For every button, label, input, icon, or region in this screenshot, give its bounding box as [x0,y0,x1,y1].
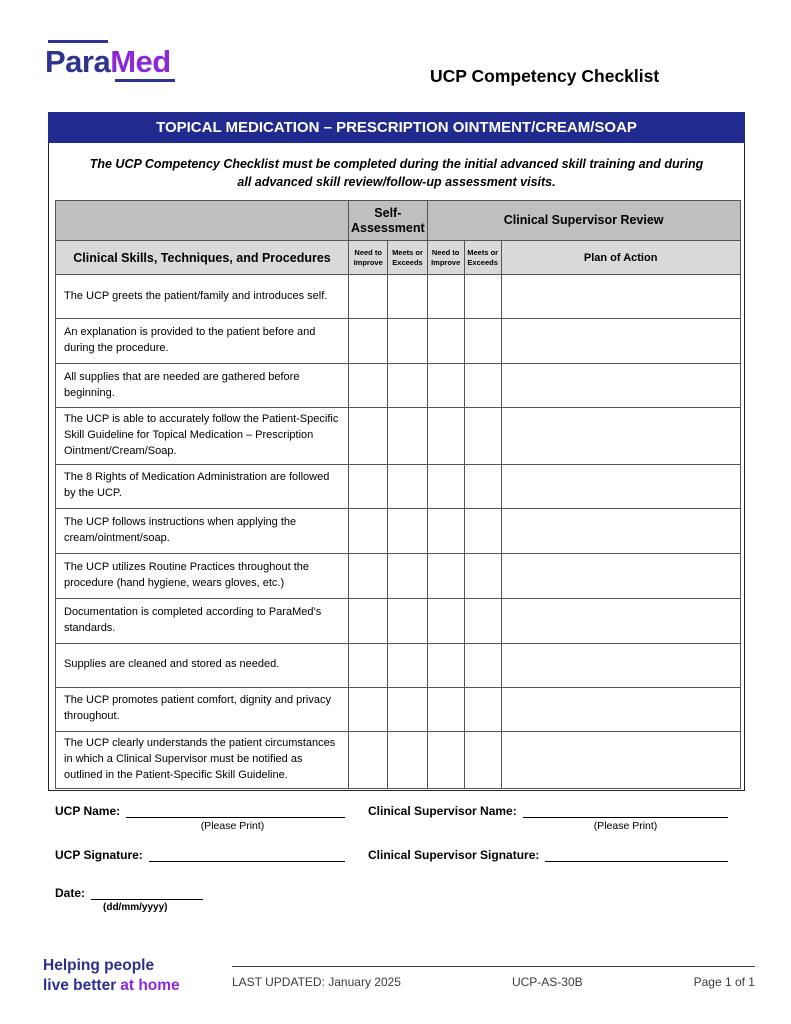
tagline-line2-purple: at home [120,977,180,995]
self-need-cell[interactable] [349,364,388,408]
section-banner [48,112,745,143]
supervisor-need-cell[interactable] [427,275,464,319]
plan-of-action-cell[interactable] [501,319,740,364]
self-need-cell[interactable] [349,464,388,508]
self-meets-cell[interactable] [388,364,427,408]
last-updated-text: LAST UPDATED: January 2025 [232,975,401,989]
supervisor-meets-cell[interactable] [464,364,501,408]
table-row [56,731,741,788]
supervisor-meets-cell[interactable] [464,508,501,553]
tagline-line2-navy: live better [43,977,117,995]
self-meets-cell[interactable] [388,553,427,598]
date-format-note: (dd/mm/yyyy) [103,902,168,913]
footer-meta [232,975,755,989]
plan-of-action-cell[interactable] [501,598,740,643]
self-meets-cell[interactable] [388,319,427,364]
date-line[interactable] [91,886,203,900]
signature-section [55,804,729,913]
paramed-logo [45,40,175,82]
plan-of-action-cell[interactable] [501,731,740,788]
supervisor-meets-cell[interactable] [464,643,501,687]
self-need-cell[interactable] [349,508,388,553]
supervisor-meets-cell[interactable] [464,687,501,731]
table-row [56,598,741,643]
self-meets-cell[interactable] [388,687,427,731]
plan-of-action-cell[interactable] [501,364,740,408]
table-row [56,643,741,687]
banner-title: TOPICAL MEDICATION – PRESCRIPTION OINTMENT/CREAM/SOAP [156,119,637,136]
supervisor-meets-cell[interactable] [464,408,501,465]
table-row [56,553,741,598]
skill-text: All supplies that are needed are gathered before beginning. [56,364,349,408]
document-title: UCP Competency Checklist [430,66,660,86]
skill-text: The UCP greets the patient/family and introduces self. [56,275,349,319]
tagline-line2 [43,976,180,996]
plan-of-action-cell[interactable] [501,553,740,598]
empty-header-cell [56,201,349,241]
skill-text: The UCP clearly understands the patient circumstances in which a Clinical Supervisor must be notified as outlined in the Patient-Specific Skill Guideline. [56,731,349,788]
table-row [56,275,741,319]
supervisor-signature-label: Clinical Supervisor Signature: [368,848,540,862]
supervisor-review-header: Clinical Supervisor Review [427,201,740,241]
tagline-line1: Helping people [43,957,155,974]
plan-of-action-cell[interactable] [501,687,740,731]
plan-of-action-cell[interactable] [501,508,740,553]
ucp-signature-label: UCP Signature: [55,848,143,862]
supervisor-name-label: Clinical Supervisor Name: [368,804,517,818]
supervisor-need-cell[interactable] [427,319,464,364]
skill-text: The UCP follows instructions when applying the cream/ointment/soap. [56,508,349,553]
supervisor-need-cell[interactable] [427,553,464,598]
table-row [56,364,741,408]
self-need-cell[interactable] [349,731,388,788]
table-group-header-row [56,201,741,241]
self-need-cell[interactable] [349,553,388,598]
logo-text-para: Para [45,44,111,79]
ucp-name-label: UCP Name: [55,804,121,818]
supervisor-signature-line[interactable] [545,848,728,862]
competency-table [55,200,741,789]
skill-text: The 8 Rights of Medication Administration are followed by the UCP. [56,464,349,508]
table-column-header-row [56,241,741,275]
self-need-cell[interactable] [349,643,388,687]
supervisor-meets-cell[interactable] [464,731,501,788]
skill-text: The UCP is able to accurately follow the Patient-Specific Skill Guideline for Topical Medication – Prescription Ointment/Cream/Soap. [56,408,349,465]
ucp-signature-line[interactable] [149,848,345,862]
supervisor-meets-cell[interactable] [464,598,501,643]
please-print-note: (Please Print) [593,820,658,832]
skill-text: The UCP promotes patient comfort, dignity and privacy throughout. [56,687,349,731]
self-assessment-header: Self-Assessment [349,201,428,241]
plan-of-action-cell[interactable] [501,643,740,687]
self-meets-cell[interactable] [388,275,427,319]
self-need-to-improve-header: Need to Improve [349,241,388,275]
checklist-box [48,143,745,791]
supervisor-need-cell[interactable] [427,408,464,465]
plan-of-action-header: Plan of Action [501,241,740,275]
supervisor-need-cell[interactable] [427,464,464,508]
footer-divider [232,966,755,967]
plan-of-action-cell[interactable] [501,275,740,319]
skill-text: The UCP utilizes Routine Practices throughout the procedure (hand hygiene, wears gloves, etc.) [56,553,349,598]
supervisor-meets-cell[interactable] [464,275,501,319]
table-row [56,408,741,465]
plan-of-action-cell[interactable] [501,408,740,465]
self-meets-cell[interactable] [388,598,427,643]
table-row [56,687,741,731]
supervisor-need-cell[interactable] [427,364,464,408]
supervisor-meets-cell[interactable] [464,553,501,598]
skill-text: Documentation is completed according to ParaMed’s standards. [56,598,349,643]
footer-tagline [43,956,180,996]
document-code: UCP-AS-30B [511,975,583,989]
skill-text: An explanation is provided to the patient before and during the procedure. [56,319,349,364]
self-meets-cell[interactable] [388,464,427,508]
self-need-cell[interactable] [349,687,388,731]
logo-rule-bottom [115,79,175,82]
instruction-text: The UCP Competency Checklist must be completed during the initial advanced skill training and during all advanced skill review/follow-up assessment visits. [89,157,704,189]
table-row [56,508,741,553]
logo-text-med: Med [110,44,171,79]
skills-column-header: Clinical Skills, Techniques, and Procedures [56,241,349,275]
date-label: Date: [55,886,86,900]
table-row [56,464,741,508]
supervisor-meets-cell[interactable] [464,319,501,364]
self-meets-cell[interactable] [388,731,427,788]
supervisor-meets-or-exceeds-header: Meets or Exceeds [464,241,501,275]
supervisor-need-cell[interactable] [427,731,464,788]
self-meets-cell[interactable] [388,643,427,687]
self-meets-or-exceeds-header: Meets or Exceeds [388,241,427,275]
supervisor-need-cell[interactable] [427,508,464,553]
self-need-cell[interactable] [349,319,388,364]
self-need-cell[interactable] [349,408,388,465]
please-print-note: (Please Print) [200,820,265,832]
ucp-name-line[interactable] [126,804,345,818]
page-number: Page 1 of 1 [693,975,755,989]
skill-text: Supplies are cleaned and stored as needed. [56,643,349,687]
supervisor-need-to-improve-header: Need to Improve [427,241,464,275]
supervisor-need-cell[interactable] [427,643,464,687]
supervisor-need-cell[interactable] [427,687,464,731]
self-meets-cell[interactable] [388,508,427,553]
self-need-cell[interactable] [349,598,388,643]
self-need-cell[interactable] [349,275,388,319]
self-meets-cell[interactable] [388,408,427,465]
supervisor-need-cell[interactable] [427,598,464,643]
table-row [56,319,741,364]
supervisor-meets-cell[interactable] [464,464,501,508]
supervisor-name-line[interactable] [523,804,728,818]
logo-rule-top [48,40,108,43]
plan-of-action-cell[interactable] [501,464,740,508]
